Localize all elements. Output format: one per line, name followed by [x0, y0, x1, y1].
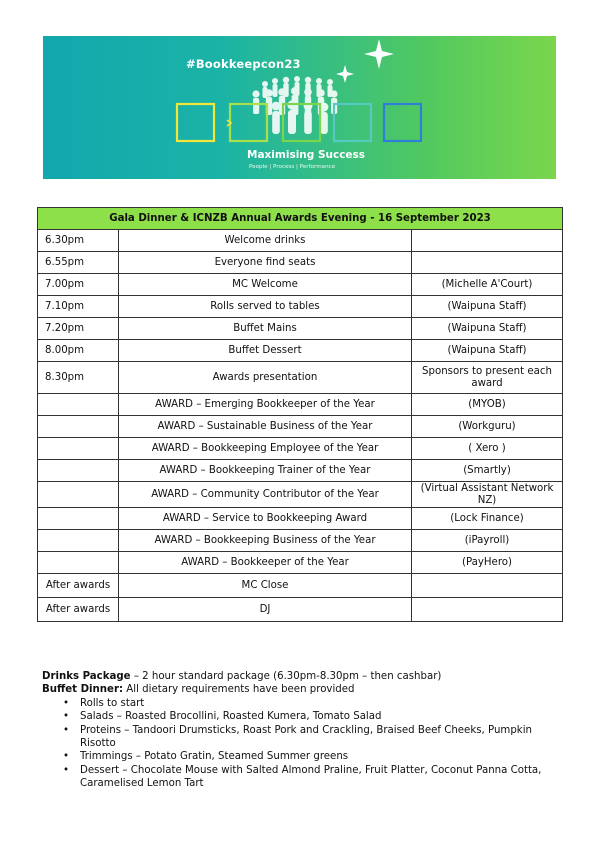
menu-item [63, 710, 562, 723]
presenter-cell: (Waipuna Staff) [412, 296, 563, 318]
presenter-cell: (Lock Finance) [412, 508, 563, 530]
time-cell: 8.30pm [38, 362, 119, 394]
buffet-line [42, 683, 562, 696]
event-cell: MC Close [119, 574, 412, 598]
time-cell [38, 416, 119, 438]
drinks-line [42, 670, 562, 683]
presenter-cell [412, 230, 563, 252]
banner-tagline: Maximising Success [247, 149, 366, 161]
event-cell: MC Welcome [119, 274, 412, 296]
presenter-cell: (Workguru) [412, 416, 563, 438]
agenda-row [38, 416, 563, 438]
agenda-row [38, 274, 563, 296]
agenda-row [38, 438, 563, 460]
bullet-icon: • [63, 697, 70, 709]
menu-item-text: Trimmings – Potato Gratin, Steamed Summer greens [80, 751, 349, 763]
time-cell: After awards [38, 574, 119, 598]
menu-item [63, 764, 562, 791]
event-cell: AWARD – Bookkeeper of the Year [119, 552, 412, 574]
event-cell: Buffet Dessert [119, 340, 412, 362]
menu-item [63, 750, 562, 763]
event-banner [43, 36, 556, 179]
agenda-title: Gala Dinner & ICNZB Annual Awards Evening - 16 September 2023 [38, 208, 563, 230]
agenda-row [38, 460, 563, 482]
menu-notes [42, 670, 562, 791]
event-cell: Awards presentation [119, 362, 412, 394]
event-cell: AWARD – Bookkeeping Trainer of the Year [119, 460, 412, 482]
menu-item-text: Dessert – Chocolate Mouse with Salted Almond Praline, Fruit Platter, Coconut Panna Cotta, Caramelised Lemon Tart [80, 764, 542, 790]
presenter-cell: (Virtual Assistant Network NZ) [412, 482, 563, 508]
agenda-row [38, 552, 563, 574]
event-cell: AWARD – Community Contributor of the Year [119, 482, 412, 508]
agenda-row [38, 394, 563, 416]
agenda-row [38, 340, 563, 362]
presenter-cell: (Smartly) [412, 460, 563, 482]
menu-list [42, 697, 562, 791]
presenter-cell: (MYOB) [412, 394, 563, 416]
menu-item-text: Salads – Roasted Brocollini, Roasted Kumera, Tomato Salad [80, 711, 382, 723]
time-cell [38, 482, 119, 508]
agenda-row [38, 252, 563, 274]
drinks-text: – 2 hour standard package (6.30pm-8.30pm – then cashbar) [130, 671, 442, 682]
agenda-row [38, 598, 563, 622]
presenter-cell [412, 574, 563, 598]
event-cell: AWARD – Sustainable Business of the Year [119, 416, 412, 438]
event-cell: AWARD – Bookkeeping Business of the Year [119, 530, 412, 552]
presenter-cell [412, 598, 563, 622]
time-cell: 6.55pm [38, 252, 119, 274]
time-cell [38, 552, 119, 574]
box-icon [334, 104, 371, 141]
time-cell [38, 438, 119, 460]
bullet-icon: • [63, 751, 70, 763]
time-cell: 7.00pm [38, 274, 119, 296]
agenda-row [38, 362, 563, 394]
agenda-row [38, 318, 563, 340]
bullet-icon: • [63, 711, 70, 723]
agenda-row [38, 296, 563, 318]
menu-item [63, 697, 562, 710]
agenda-table [37, 207, 563, 622]
event-cell: Everyone find seats [119, 252, 412, 274]
box-icon [384, 104, 421, 141]
menu-item-text: Proteins – Tandoori Drumsticks, Roast Pork and Crackling, Braised Beef Cheeks, Pumpkin Risotto [80, 724, 532, 750]
time-cell [38, 394, 119, 416]
time-cell: 7.10pm [38, 296, 119, 318]
agenda-row [38, 230, 563, 252]
presenter-cell: (Waipuna Staff) [412, 318, 563, 340]
presenter-cell: (Michelle A'Court) [412, 274, 563, 296]
box-icon [230, 104, 267, 141]
banner-subtagline: People | Process | Performance [249, 164, 336, 170]
agenda-row [38, 574, 563, 598]
time-cell [38, 508, 119, 530]
menu-item-text: Rolls to start [80, 697, 145, 709]
buffet-label: Buffet Dinner: [42, 684, 124, 696]
agenda-row [38, 508, 563, 530]
event-cell: Welcome drinks [119, 230, 412, 252]
event-cell: Buffet Mains [119, 318, 412, 340]
bullet-icon: • [63, 724, 70, 736]
presenter-cell: (iPayroll) [412, 530, 563, 552]
drinks-label: Drinks Package [42, 671, 131, 682]
agenda-header-row [38, 208, 563, 230]
presenter-cell: (PayHero) [412, 552, 563, 574]
presenter-cell [412, 252, 563, 274]
presenter-cell: (Waipuna Staff) [412, 340, 563, 362]
sparkle-icon [336, 39, 394, 83]
presenter-cell: Sponsors to present each award [412, 362, 563, 394]
buffet-text: All dietary requirements have been provided [123, 684, 355, 696]
event-cell: AWARD – Emerging Bookkeeper of the Year [119, 394, 412, 416]
event-cell: Rolls served to tables [119, 296, 412, 318]
presenter-cell: ( Xero ) [412, 438, 563, 460]
hashtag: #Bookkeepcon23 [186, 57, 301, 71]
event-cell: AWARD – Service to Bookkeeping Award [119, 508, 412, 530]
box-icon [177, 104, 214, 141]
bullet-icon: • [63, 764, 70, 776]
time-cell: After awards [38, 598, 119, 622]
event-cell: AWARD – Bookkeeping Employee of the Year [119, 438, 412, 460]
menu-item [63, 724, 562, 751]
time-cell [38, 530, 119, 552]
time-cell: 8.00pm [38, 340, 119, 362]
event-cell: DJ [119, 598, 412, 622]
agenda-row [38, 482, 563, 508]
time-cell [38, 460, 119, 482]
time-cell: 7.20pm [38, 318, 119, 340]
time-cell: 6.30pm [38, 230, 119, 252]
agenda-row [38, 530, 563, 552]
